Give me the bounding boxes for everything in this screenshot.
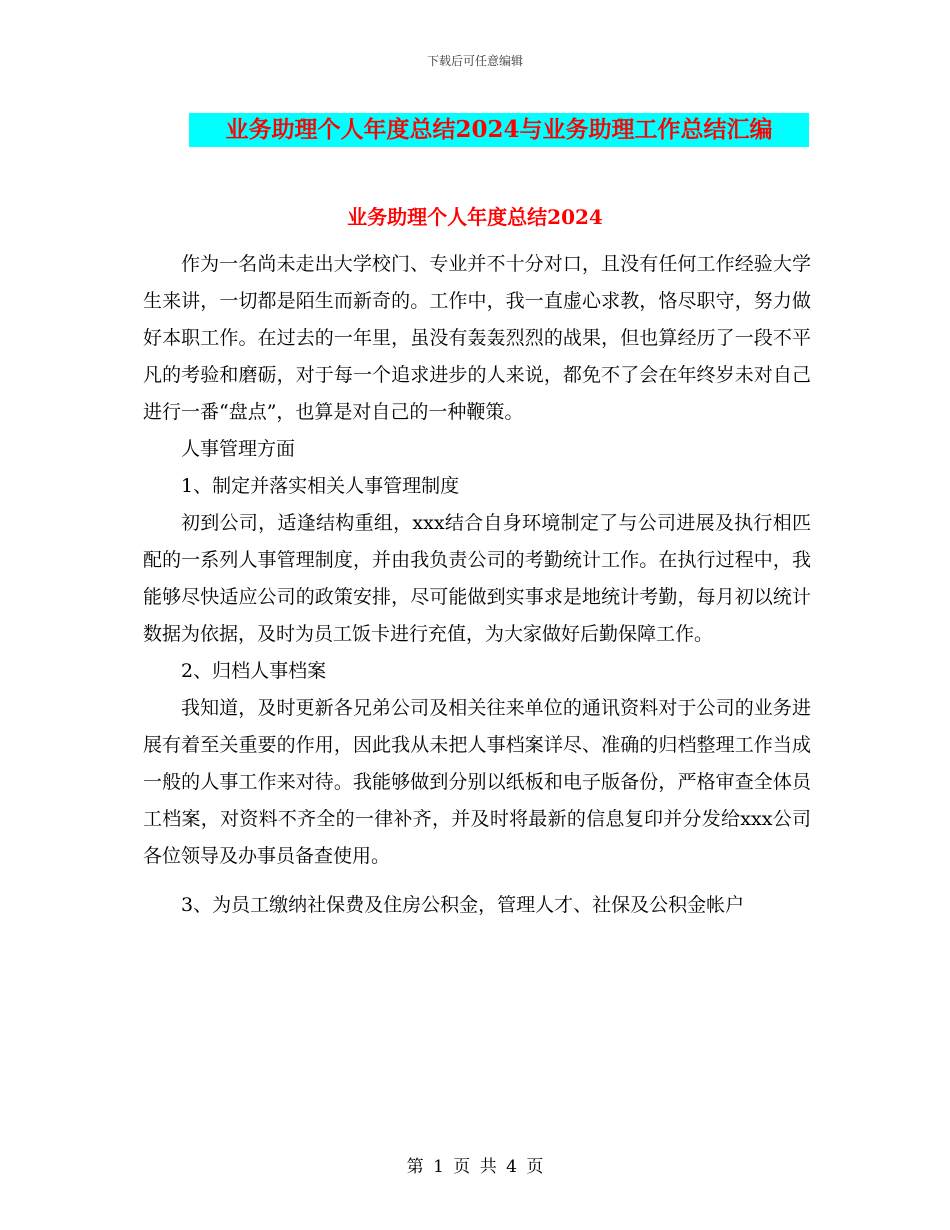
- section-title: 业务助理个人年度总结2024: [347, 205, 603, 229]
- main-title-container: [189, 113, 809, 147]
- heading-item-2: 2、归档人事档案: [181, 660, 327, 682]
- page-number-footer: 第 1 页 共 4 页: [406, 1157, 544, 1177]
- document-body: [143, 246, 811, 924]
- page-header-note: 下载后可任意编辑: [426, 54, 523, 68]
- heading-hr-management: 人事管理方面: [181, 438, 296, 460]
- paragraph-intro: 作为一名尚未走出大学校门、专业并不十分对口，且没有任何工作经验大学生来讲，一切都是陌生而新奇的。工作中，我一直虚心求教，恪尽职守，努力做好本职工作。在过去的一年里，虽没有轰轰烈烈的战果，但也算经历了一段不平凡的考验和磨砺，对于每一个追求进步的人来说，都免不了会在年终岁未对自己进行一番“盘点”，也算是对自己的一种鞭策。: [143, 253, 811, 423]
- paragraph-item-2: 我知道，及时更新各兄弟公司及相关往来单位的通讯资料对于公司的业务进展有着至关重要的作用，因此我从未把人事档案详尽、准确的归档整理工作当成一般的人事工作来对待。我能够做到分别以纸板和电子版备份，严格审查全体员工档案，对资料不齐全的一律补齐，并及时将最新的信息复印并分发给xxx公司各位领导及办事员备查使用。: [143, 697, 811, 867]
- heading-item-3: 3、为员工缴纳社保费及住房公积金，管理人才、社保及公积金帐户: [181, 894, 745, 916]
- heading-item-1: 1、制定并落实相关人事管理制度: [181, 475, 460, 497]
- main-title: 业务助理个人年度总结2024与业务助理工作总结汇编: [189, 113, 809, 147]
- paragraph-item-1: 初到公司，适逢结构重组，xxx结合自身环境制定了与公司进展及执行相匹配的一系列人事管理制度，并由我负责公司的考勤统计工作。在执行过程中，我能够尽快适应公司的政策安排，尽可能做到实事求是地统计考勤，每月初以统计数据为依据，及时为员工饭卡进行充值，为大家做好后勤保障工作。: [143, 512, 811, 645]
